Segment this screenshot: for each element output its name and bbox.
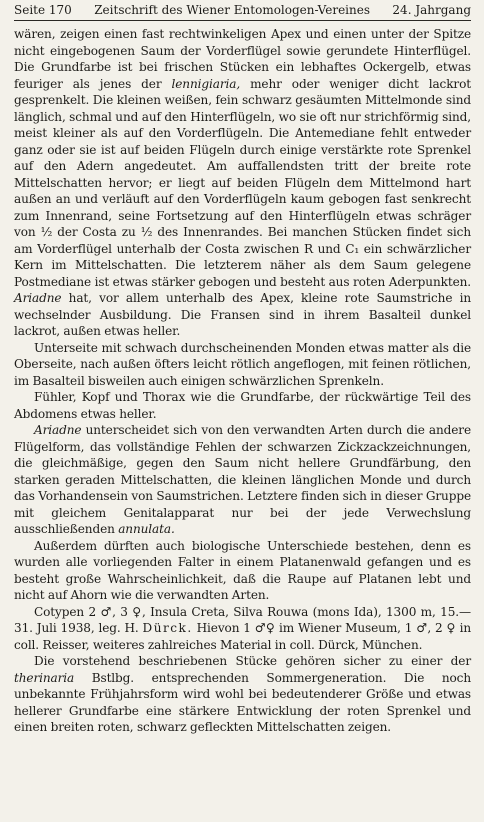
collector-name: Dürck. [142,621,193,635]
paragraph-text: hat, vor allem unterhalb des Apex, kleine rote Saumstriche in wechselnder Ausbildung. Die Fransen sind in ihrem Basalteil dunkel lackrot, außen etwas heller. [14,291,471,338]
paragraph-generation [14,653,471,736]
running-header [14,2,471,21]
paragraph-cotypes [14,604,471,654]
species-name: Ariadne [34,423,82,437]
journal-title: Zeitschrift des Wiener Entomologen-Vereines [94,3,371,17]
paragraph-comparison [14,422,471,538]
species-name: lennigiaria, [171,76,241,91]
page-number: Seite 170 [14,3,72,17]
paragraph-text: Hievon 1 ♂♀ im Wiener Museum, 1 ♂, 2 ♀ in coll. Reisser, weiteres zahlreiches Material in coll. Dürck, München. [14,621,471,652]
species-name: therinaria [14,670,75,685]
paragraph-underside: Unterseite mit schwach durchscheinenden Monden etwas matter als die Oberseite, nach außen öfters leicht rötlich angeflogen, mit feinen rötlichen, im Basalteil bisweilen auch einigen schwärzlichen Sprenkeln. [14,340,471,388]
paragraph-text: Bstlbg. entsprechenden Sommergeneration. Die noch unbekannte Frühjahrsform wird wohl bei bedeutenderer Größe und etwas hellerer Grundfarbe eine stärkere Entwicklung der roten Sprenkel und einen breiten roten, schwarz gefleckten Mittelschatten zeigen. [14,670,471,734]
paragraph-text: unterscheidet sich von den verwandten Arten durch die andere Flügelform, das vollständige Fehlen der schwarzen Zickzackzeichnungen, die gleichmäßige, gegen den Saum nicht hellere Grundfärbung, den starken geraden Mittelschatten, die kleinen länglichen Monde und durch das Vorhandensein von Saumstrichen. Letztere finden sich in dieser Gruppe mit gleichem Genitalapparat nur bei der jede Verwechslung ausschließenden [14,423,471,536]
paragraph-text: Die vorstehend beschriebenen Stücke gehören sicher zu einer der [34,654,471,668]
paragraph-description [14,26,471,340]
paragraph-biology: Außerdem dürften auch biologische Unterschiede bestehen, denn es wurden alle vorliegenden Falter in einem Platanenwald gefangen und es besteht große Wahrscheinlichkeit, daß die Raupe auf Platanen lebt und nicht auf Ahorn wie die verwandten Arten. [14,538,471,602]
volume-label: 24. Jahrgang [392,3,471,17]
species-name: Ariadne [14,291,62,305]
paragraph-text: wären, zeigen einen fast rechtwinkeligen Apex und einen unter der Spitze nicht eingebogenen Saum der Vorderflügel sowie gerundete Hinterflügel. Die Grundfarbe ist bei frischen Stücken ein lebhaftes Ockergelb, etwas feuriger als jenes der [14,27,471,91]
paragraph-body-parts: Fühler, Kopf und Thorax wie die Grundfarbe, der rückwärtige Teil des Abdomens etwas heller. [14,390,471,421]
article-body [14,26,471,736]
species-name: annulata. [118,522,175,536]
paragraph-text: mehr oder weniger dicht lackrot gesprenkelt. Die kleinen weißen, fein schwarz gesäumten Mittelmonde sind länglich, schmal und auf den Hinterflügeln, wo sie oft nur strichförmig sind, meist kleiner als auf den Vorderflügeln. Die Antemediane fehlt entweder ganz oder sie ist auf beiden Flügeln durch einige verstärkte rote Sprenkel auf den Adern angedeutet. Am auffallendsten tritt der breite rote Mittelschatten hervor; er liegt auf beiden Flügeln dem Mittelmond hart außen an und verläuft auf den Vorderflügeln kaum gebogen fast senkrecht zum Innenrand, seine Fortsetzung auf den Hinterflügeln etwas schräger von ½ der Costa zu ½ des Innenrandes. Bei manchen Stücken findet sich am Vorderflügel unterhalb der Costa zwischen R und C₁ ein schwärzlicher Kern im Mittelschatten. Die letzterem näher als dem Saum gelegene Postmediane ist etwas stärker gebogen und besteht aus roten Aderpunkten. [14,76,471,289]
paragraph-text: Cotypen 2 ♂, 3 ♀, Insula Creta, Silva Rouwa (mons Ida), 1300 m, 15.—31. Juli 1938, leg. H. [14,604,471,635]
